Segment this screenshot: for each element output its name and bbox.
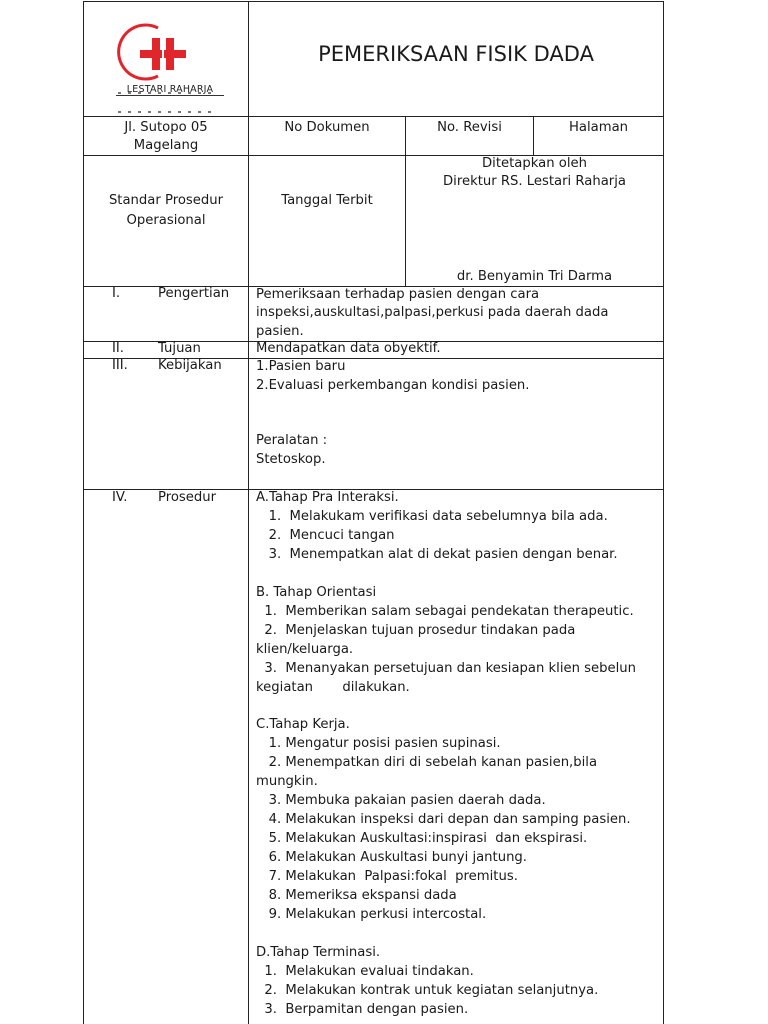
section-1-number: I.	[112, 286, 121, 301]
procedure-line: D.Tahap Terminasi.	[256, 944, 381, 960]
procedure-line: 6. Melakukan Auskultasi bunyi jantung.	[256, 850, 527, 866]
section-2-content	[256, 340, 441, 358]
procedure-line: 2. Melakukan kontrak untuk kegiatan selanjutnya.	[256, 982, 599, 998]
no-revisi-label: No. Revisi	[437, 120, 502, 135]
procedure-line: 2. Menempatkan diri di sebelah kanan pasien,bila	[256, 755, 598, 771]
address-line-1: Jl. Sutopo 05	[124, 120, 208, 135]
procedure-line: 3. Berpamitan dengan pasien.	[256, 1001, 469, 1017]
section-2-line: Mendapatkan data obyektif.	[256, 341, 441, 356]
procedure-line: 2. Menjelaskan tujuan prosedur tindakan pada	[256, 622, 576, 638]
section-3-line: 1.Pasien baru	[256, 359, 346, 374]
procedure-line	[256, 925, 636, 944]
ditetapkan-line-2: Direktur RS. Lestari Raharja	[443, 174, 626, 189]
procedure-line: C.Tahap Kerja.	[256, 717, 350, 733]
section-1-label: Pengertian	[158, 286, 230, 301]
section-1-line: Pemeriksaan terhadap pasien dengan cara	[256, 287, 540, 302]
section-3-line	[256, 395, 529, 414]
row-divider-1	[83, 116, 664, 117]
section-4-number: IV.	[112, 490, 128, 505]
section-2-label: Tujuan	[158, 341, 201, 356]
logo-dots-top	[118, 79, 222, 82]
section-2-number: II.	[112, 341, 124, 356]
section-4-content	[256, 489, 636, 1020]
section-3-line	[256, 414, 529, 433]
address-line-2: Magelang	[133, 138, 199, 153]
procedure-line: 5. Melakukan Auskultasi:inspirasi dan ekspirasi.	[256, 831, 588, 847]
border-top	[83, 1, 664, 2]
logo-text: LESTARI RAHARJA	[126, 84, 214, 95]
section-3-line: Stetoskop.	[256, 451, 326, 467]
section-1-content	[256, 286, 608, 341]
sop-line-1: Standar Prosedur	[108, 193, 224, 208]
section-4-label: Prosedur	[158, 490, 217, 505]
procedure-line: A.Tahap Pra Interaksi.	[256, 490, 399, 505]
procedure-line	[256, 565, 636, 584]
procedure-line: mungkin.	[256, 774, 318, 790]
signatory-name: dr. Benyamin Tri Darma	[456, 269, 613, 284]
ditetapkan-line-1: Ditetapkan oleh	[482, 156, 587, 171]
procedure-line: B. Tahap Orientasi	[256, 584, 377, 600]
procedure-line: 3. Menanyakan persetujuan dan kesiapan klien sebelun	[256, 660, 637, 676]
procedure-line: 3. Membuka pakaian pasien daerah dada.	[256, 793, 546, 809]
logo-underline	[116, 95, 224, 96]
halaman-label: Halaman	[568, 120, 629, 135]
section-3-line: 2.Evaluasi perkembangan kondisi pasien.	[256, 377, 530, 393]
procedure-line: 9. Melakukan perkusi intercostal.	[256, 906, 487, 922]
procedure-line: 2. Mencuci tangan	[256, 527, 395, 543]
section-3-number: III.	[112, 358, 128, 373]
procedure-line: 4. Melakukan inspeksi dari depan dan samping pasien.	[256, 812, 631, 828]
section-3-line: Peralatan :	[256, 433, 328, 449]
col-divider-2	[405, 116, 406, 286]
red-cross-logo-icon	[110, 18, 230, 84]
section-1-line: inspeksi,auskultasi,palpasi,perkusi pada daerah dada	[256, 305, 609, 321]
procedure-line: 7. Melakukan Palpasi:fokal premitus.	[256, 869, 518, 885]
section-1-line: pasien.	[256, 323, 304, 339]
no-dokumen-label: No Dokumen	[284, 120, 370, 135]
procedure-line: 8. Memeriksa ekspansi dada	[256, 888, 457, 904]
procedure-line: 3. Menempatkan alat di dekat pasien dengan benar.	[256, 546, 618, 562]
procedure-line: 1. Mengatur posisi pasien supinasi.	[256, 736, 501, 752]
hospital-logo	[110, 18, 230, 108]
sop-line-2: Operasional	[126, 213, 206, 228]
procedure-line: 1. Melakukam verifikasi data sebelumnya bila ada.	[256, 508, 608, 524]
procedure-line	[256, 697, 636, 716]
logo-dots-bottom	[118, 98, 222, 101]
procedure-line: kegiatan dilakukan.	[256, 679, 410, 695]
tanggal-terbit-label: Tanggal Terbit	[281, 193, 373, 208]
procedure-line: 1. Memberikan salam sebagai pendekatan therapeutic.	[256, 603, 634, 619]
procedure-line: 1. Melakukan evaluai tindakan.	[256, 963, 474, 979]
document-title: PEMERIKSAAN FISIK DADA	[318, 42, 594, 66]
section-3-content	[256, 358, 529, 470]
section-3-label: Kebijakan	[158, 358, 222, 373]
procedure-line: klien/keluarga.	[256, 641, 354, 657]
